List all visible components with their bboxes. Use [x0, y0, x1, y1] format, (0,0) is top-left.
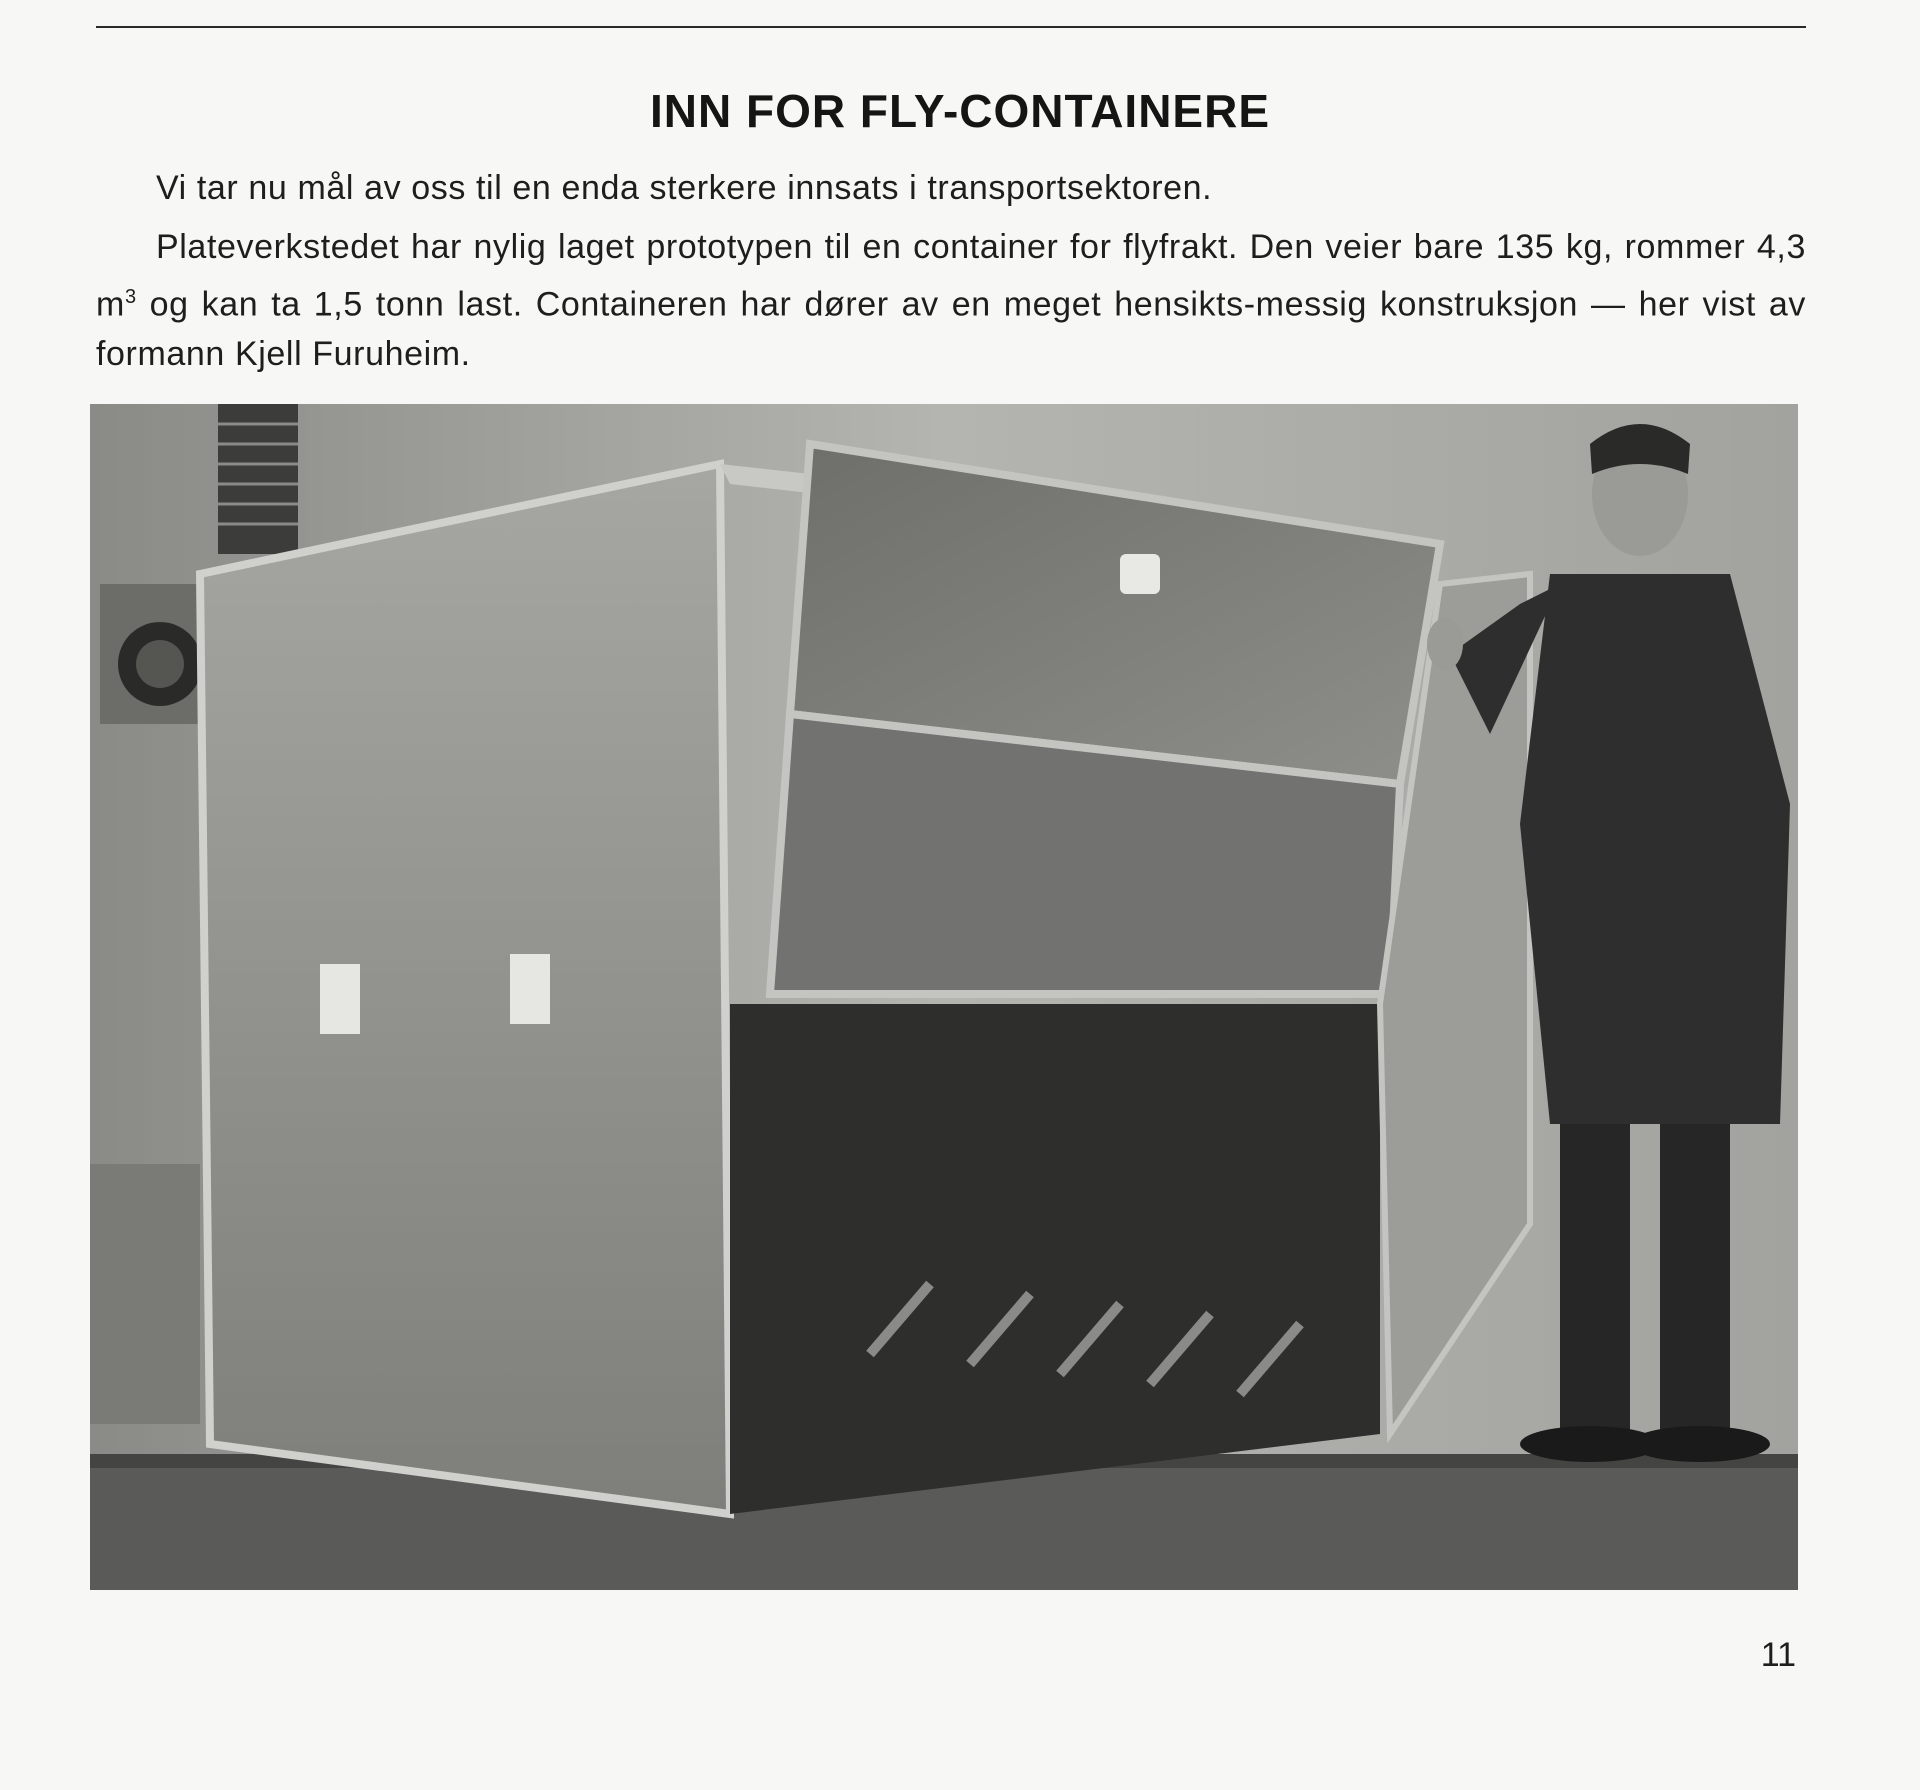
container-side-panel	[200, 464, 730, 1514]
body-text-part-1: Plateverkstedet har nylig laget prototypen til en container for flyfrakt. Den veier bare 135 kg, rommer 4,3 m	[96, 228, 1806, 324]
photo-illustration	[90, 404, 1798, 1590]
superscript-3: 3	[124, 286, 137, 308]
stacked-material	[90, 1164, 200, 1424]
page-number: 11	[1760, 1636, 1796, 1674]
top-rule	[96, 26, 1806, 28]
body-paragraph	[96, 222, 1806, 379]
door-latch	[1120, 554, 1160, 594]
body-text-part-2: og kan ta 1,5 tonn last. Containeren har dører av en meget hensikts-messig konstruksjon — her vist av formann Kjell Furuheim.	[96, 285, 1806, 374]
container-photo	[90, 404, 1798, 1590]
container-opening	[730, 1004, 1380, 1514]
wall-vent	[218, 404, 298, 554]
lead-paragraph: Vi tar nu mål av oss til en enda sterkere innsats i transportsektoren.	[156, 169, 1213, 207]
fan-unit	[100, 584, 202, 724]
page-title: INN FOR FLY-CONTAINERE	[649, 85, 1271, 137]
